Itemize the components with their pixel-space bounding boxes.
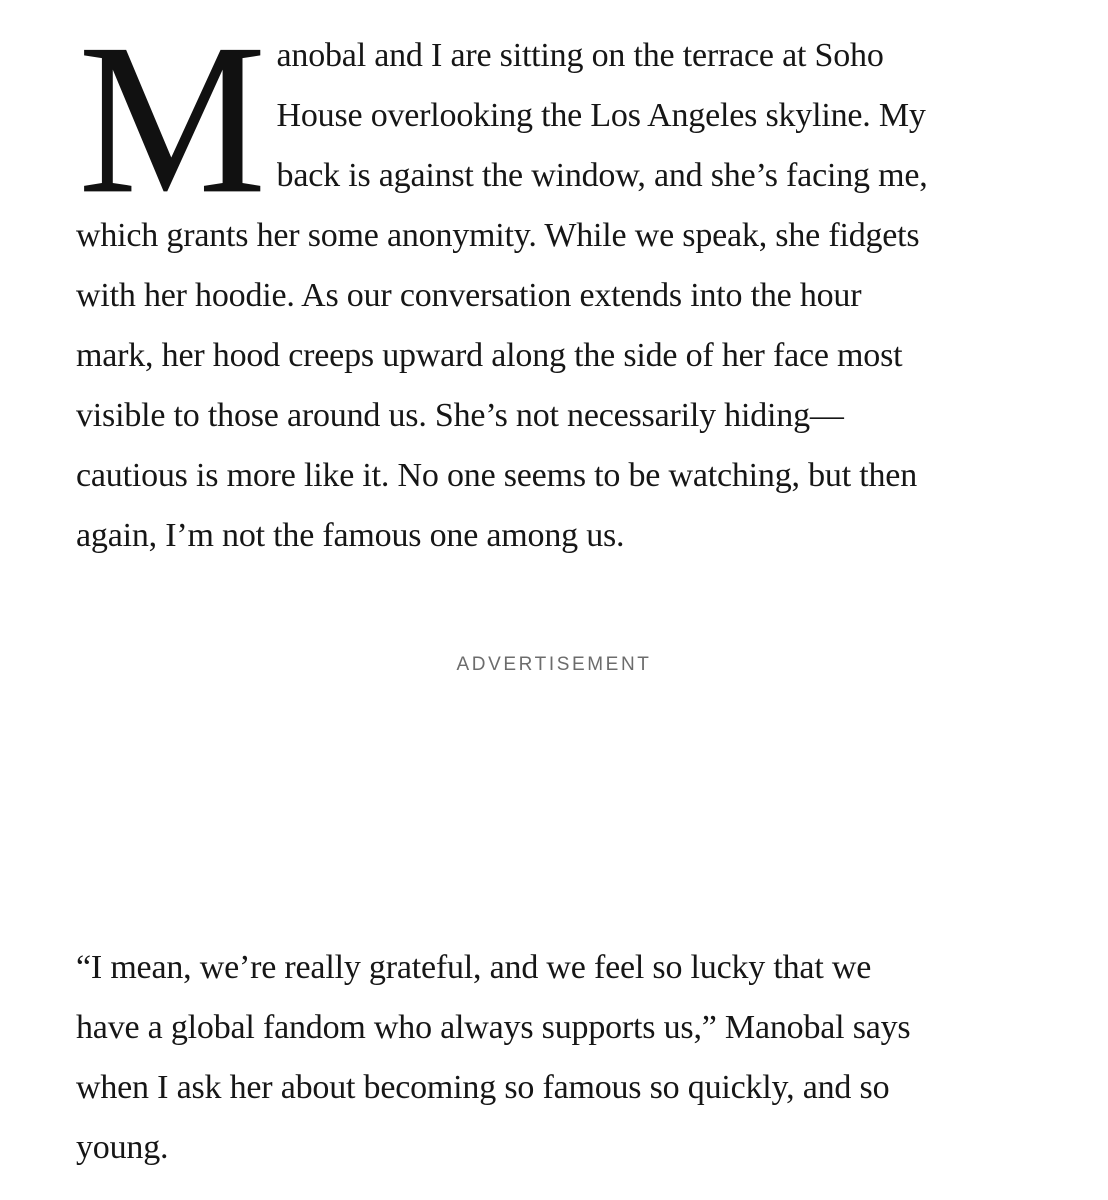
paragraph-line: have a global fandom who always supports us,” Manobal says xyxy=(76,1009,911,1046)
paragraph-line: young. xyxy=(76,1129,169,1166)
paragraph-line: when I ask her about becoming so famous so quickly, and so xyxy=(76,1069,890,1106)
advertisement-slot[interactable] xyxy=(0,696,1108,876)
paragraph-line: which grants her some anonymity. While we speak, she fidgets xyxy=(76,217,920,254)
paragraph-line: cautious is more like it. No one seems to be watching, but then xyxy=(76,457,918,494)
paragraph-line: back is against the window, and she’s facing me, xyxy=(276,157,928,194)
drop-cap: M xyxy=(78,0,263,239)
advertisement-label: ADVERTISEMENT xyxy=(456,654,652,675)
paragraph-line: House overlooking the Los Angeles skyline. My xyxy=(276,97,926,134)
paragraph-line: again, I’m not the famous one among us. xyxy=(76,517,625,554)
paragraph-line: with her hoodie. As our conversation extends into the hour xyxy=(76,277,862,314)
paragraph-line: visible to those around us. She’s not necessarily hiding— xyxy=(76,397,844,434)
paragraph-line: mark, her hood creeps upward along the side of her face most xyxy=(76,337,903,374)
article-body xyxy=(76,0,1036,566)
paragraph-1-wrapped-lines xyxy=(277,26,1036,206)
paragraph-1 xyxy=(76,0,1036,566)
paragraph-line: anobal and I are sitting on the terrace at Soho xyxy=(276,37,884,74)
paragraph-2 xyxy=(76,938,1036,1178)
paragraph-line: “I mean, we’re really grateful, and we feel so lucky that we xyxy=(76,949,872,986)
